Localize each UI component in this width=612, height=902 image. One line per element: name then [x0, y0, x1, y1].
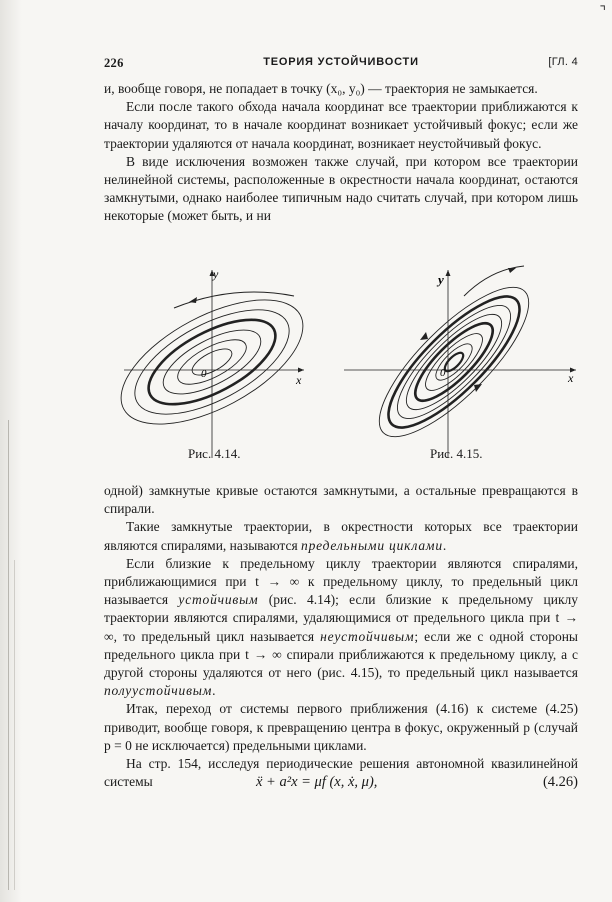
- origin-label: 0: [440, 367, 446, 379]
- text-block-top: [104, 80, 578, 226]
- figure-4-14: [104, 267, 322, 458]
- paragraph: и, вообще говоря, не попадает в точку (x₀, y₀) — траектория не замыкается.: [104, 81, 538, 96]
- paragraph-text: .: [442, 537, 447, 553]
- term-emphasis: полуустойчивым: [104, 683, 213, 699]
- paragraph: Итак, переход от системы первого приближения (4.16) к системе (4.25) приводит, вообще говоря, к превращению центра в фокус, окруженный p (случай p = 0 не исключается) предельными циклами.: [104, 701, 578, 753]
- paragraph: В виде исключения возможен также случай, при котором все траектории нелинейной системы, расположенные в окрестности начала координат, остаются замкнутыми, однако наиболее типичным надо считать случай, при котором лишь некоторые (может быть, и ни: [104, 153, 578, 224]
- figures-area: [104, 262, 578, 462]
- figure-4-15: [344, 266, 576, 458]
- term-emphasis: устойчивым: [178, 592, 259, 608]
- equation-body: ẍ + a²x = μf (x, ẋ, μ),: [256, 774, 378, 790]
- paragraph-text: ; если же с одной стороны предельного цикла при t → ∞ спирали приближаются к предельному циклу, а с другой стороны удаляются от него (рис. 4.15), то предельный цикл называется: [104, 628, 579, 681]
- term-emphasis: предельными циклами: [301, 537, 443, 553]
- x-axis-label: x: [296, 373, 302, 387]
- scan-edge: [0, 0, 22, 902]
- chapter-marker: [ГЛ. 4: [548, 56, 578, 68]
- figure-caption: Рис. 4.14.: [188, 446, 241, 461]
- origin-label: 0: [201, 368, 207, 380]
- term-emphasis: неустойчивым: [320, 628, 415, 644]
- scan-artifact-line: [14, 560, 15, 890]
- figure-caption: Рис. 4.15.: [430, 446, 483, 461]
- paragraph: [104, 518, 578, 554]
- paragraph-text: Если близкие к предельному циклу траектории являются спиралями, приближающимися при t → ∞ к предельному циклу, то предельный цикл называется: [104, 555, 578, 608]
- paragraph: На стр. 154, исследуя периодические решения автономной квазилинейной системы: [104, 756, 578, 790]
- page-number: 226: [104, 56, 124, 70]
- text-block-bottom: [104, 482, 578, 791]
- running-title: ТЕОРИЯ УСТОЙЧИВОСТИ: [263, 56, 419, 68]
- paragraph-text: .: [212, 683, 216, 699]
- y-axis-label: y: [438, 272, 444, 287]
- scan-artifact-line: [8, 420, 9, 890]
- equation: [104, 774, 578, 796]
- y-axis-label: y: [213, 267, 219, 281]
- paragraph: [104, 555, 578, 701]
- running-header: [104, 56, 578, 74]
- equation-number: (4.26): [542, 774, 578, 790]
- x-axis-label: x: [568, 371, 574, 385]
- paragraph-text: Такие замкнутые траектории, в окрестности которых все траектории являются спиралями, называются: [104, 519, 578, 553]
- paragraph-text: (рис. 4.14); если близкие к предельному циклу траектории являются спиралями, удаляющимися от предельного цикла при t → ∞, то предельный цикл называется: [104, 592, 578, 644]
- paragraph: Если после такого обхода начала координат все траектории приближаются к началу координат, то в начале координат возникает устойчивый фокус; если же траектории удаляются от начала координат, возникает неустойчивый фокус.: [104, 99, 578, 151]
- corner-mark: ⌝: [599, 5, 606, 20]
- paragraph: одной) замкнутые кривые остаются замкнутыми, а остальные превращаются в спирали.: [104, 483, 578, 517]
